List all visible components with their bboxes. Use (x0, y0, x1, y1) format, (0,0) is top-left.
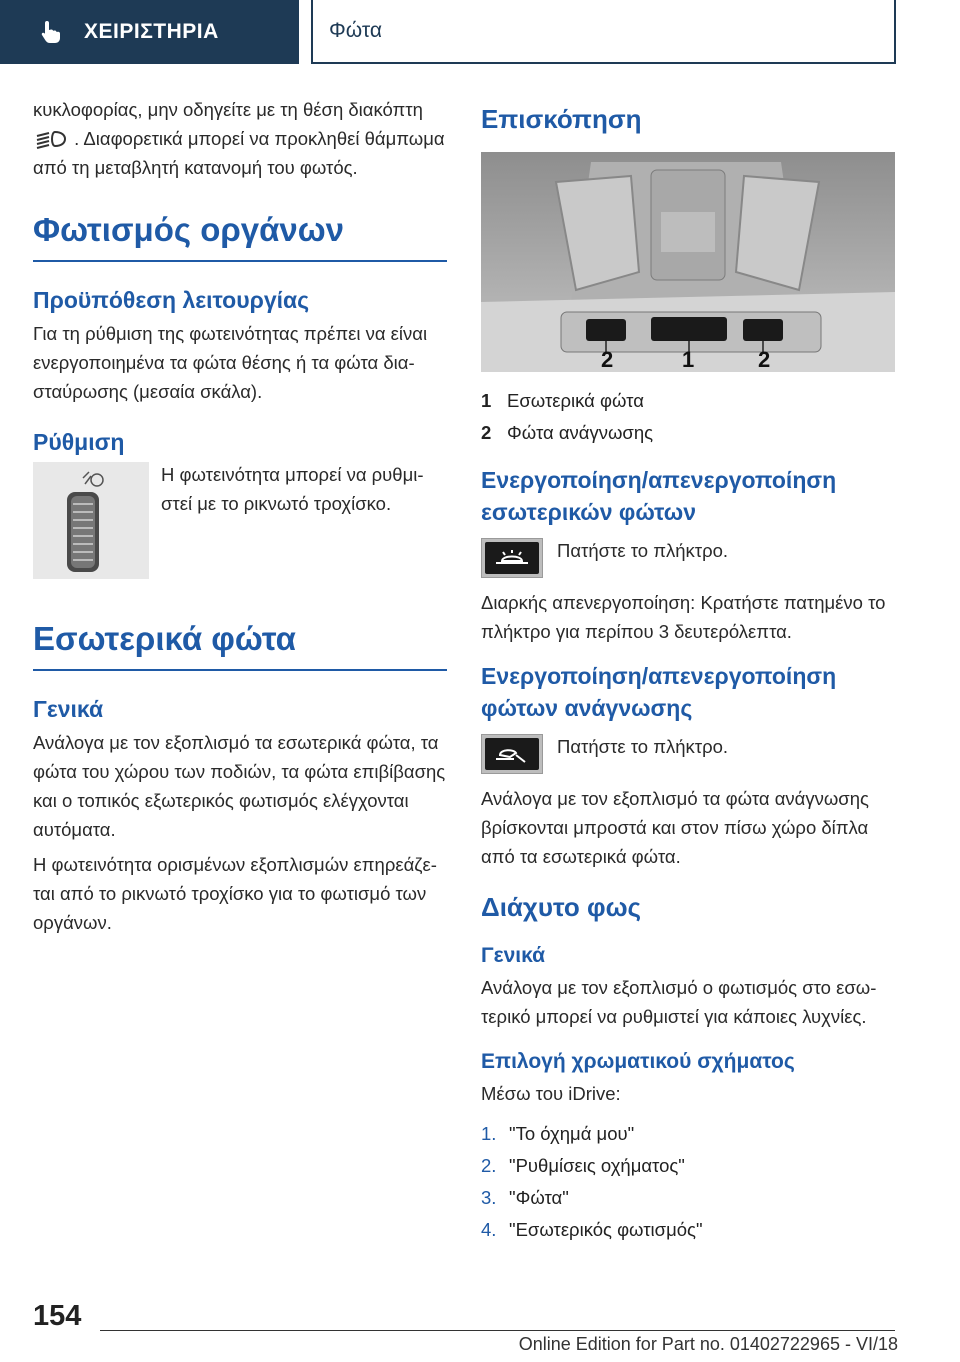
general-heading: Γενικά (33, 696, 104, 722)
color-scheme-heading: Επιλογή χρωματικού σχήματος (481, 1050, 795, 1073)
legend-list (481, 386, 895, 448)
intro-line-1: κυκλοφορίας, μην οδηγείτε με τη θέση διακόπτη (33, 99, 423, 120)
prerequisite-heading: Προϋπόθεση λειτουργίας (33, 287, 310, 313)
overview-heading: Επισκόπηση (481, 104, 642, 134)
menu-step (481, 1214, 895, 1246)
adjust-heading: Ρύθμιση (33, 429, 125, 455)
toggle-reading-heading: Ενεργοποίηση/απενεργοποίηση φώτων ανάγνωσης (481, 663, 837, 721)
dimmer-wheel-image (33, 462, 149, 579)
ambient-light-heading: Διάχυτο φως (481, 892, 642, 922)
page-number: 154 (33, 1300, 82, 1332)
headlight-beam-icon (33, 128, 69, 152)
photo-callout-center: 1 (682, 347, 695, 372)
intro-paragraph (33, 95, 447, 182)
legend-item (481, 386, 895, 416)
overhead-console-photo (481, 152, 895, 372)
menu-steps-list (481, 1118, 895, 1246)
footer-edition: Online Edition for Part no. 01402722965 - VI/18 (518, 1334, 898, 1354)
ambient-text: Ανάλογα με τον εξοπλισμό ο φωτισμός στο εσωτερικό μπορεί να ρυθμιστεί για κάποιες λυχνίες. (481, 977, 877, 1027)
legend-number: 2 (481, 422, 492, 443)
step-text: "Το όχημά μου" (509, 1123, 635, 1144)
toggle-interior-heading: Ενεργοποίηση/απενεργοποίηση εσωτερικών φώτων (481, 467, 837, 525)
photo-callout-right: 2 (758, 347, 771, 372)
interior-light-icon (492, 547, 532, 569)
section-title: ΧΕΙΡΙΣΤΗΡΙΑ (84, 20, 219, 43)
photo-callout-left: 2 (601, 347, 614, 372)
general-paragraph-2: Η φωτεινότητα ορισμένων εξοπλισμών επηρεάζεται από το ρικνωτό τροχίσκο για το φωτισμό των οργάνων. (33, 854, 437, 933)
press-key-text-2: Πατήστε το πλήκτρο. (557, 736, 729, 757)
prerequisite-text: Για τη ρύθμιση της φωτεινότητας πρέπει να είναι ενεργοποιημένα τα φώτα θέσης ή τα φώτα διασταύρωσης (μεσαία σκάλα). (33, 323, 428, 402)
interior-light-button-image (481, 538, 543, 578)
adjust-text: Η φωτεινότητα μπορεί να ρυθμιστεί με το ρικνωτό τροχίσκο. (161, 464, 424, 514)
menu-step (481, 1182, 895, 1214)
via-idrive-text: Μέσω του iDrive: (481, 1083, 621, 1104)
reading-lights-text: Ανάλογα με τον εξοπλισμό τα φώτα ανάγνωσης βρίσκονται μπροστά και στον πίσω χώρο δίπλα από τα εσωτερικά φώτα. (481, 788, 869, 867)
permanent-off-text: Διαρκής απενεργοποίηση: Κρατήστε πατημένο το πλήκτρο για περίπου 3 δευτερόλεπτα. (481, 592, 886, 642)
legend-number: 1 (481, 390, 492, 411)
intro-line-3: από τη μεταβλητή κατανομή του φωτός. (33, 157, 358, 178)
intro-line-2-row (33, 124, 447, 153)
adjust-row (33, 462, 447, 579)
interior-key-row (481, 538, 895, 578)
reading-key-row (481, 734, 895, 774)
right-column (481, 95, 895, 1246)
menu-step (481, 1118, 895, 1150)
hand-pointer-icon (38, 19, 64, 45)
left-column (33, 95, 447, 937)
legend-item (481, 418, 895, 448)
reading-light-button-image (481, 734, 543, 774)
chapter-title: Φώτα (329, 19, 382, 42)
instrument-lighting-heading: Φωτισμός οργάνων (33, 210, 447, 262)
section-header (0, 0, 299, 64)
footer-divider (100, 1330, 895, 1331)
general-paragraph-1: Ανάλογα με τον εξοπλισμό τα εσωτερικά φώτα, τα φώτα του χώρου των ποδιών, τα φώτα επιβίβασης και ο τοπικός εξωτερικός φωτισμός ελέγχονται αυτόματα. (33, 732, 446, 840)
menu-step (481, 1150, 895, 1182)
step-text: "Εσωτερικός φωτισμός" (509, 1219, 703, 1240)
chapter-header (311, 0, 896, 64)
press-key-text-1: Πατήστε το πλήκτρο. (557, 540, 729, 561)
ambient-general-heading: Γενικά (481, 944, 546, 967)
legend-text: Φώτα ανάγνωσης (507, 422, 654, 443)
step-text: "Φώτα" (509, 1187, 569, 1208)
intro-line-2: . Διαφορετικά μπορεί να προκληθεί θάμπωμα (74, 128, 445, 149)
reading-light-icon (492, 743, 532, 765)
step-text: "Ρυθμίσεις οχήματος" (509, 1155, 685, 1176)
step-number: 3. (481, 1187, 497, 1208)
step-number: 2. (481, 1155, 497, 1176)
step-number: 1. (481, 1123, 497, 1144)
legend-text: Εσωτερικά φώτα (507, 390, 644, 411)
interior-lights-heading: Εσωτερικά φώτα (33, 619, 447, 671)
step-number: 4. (481, 1219, 497, 1240)
